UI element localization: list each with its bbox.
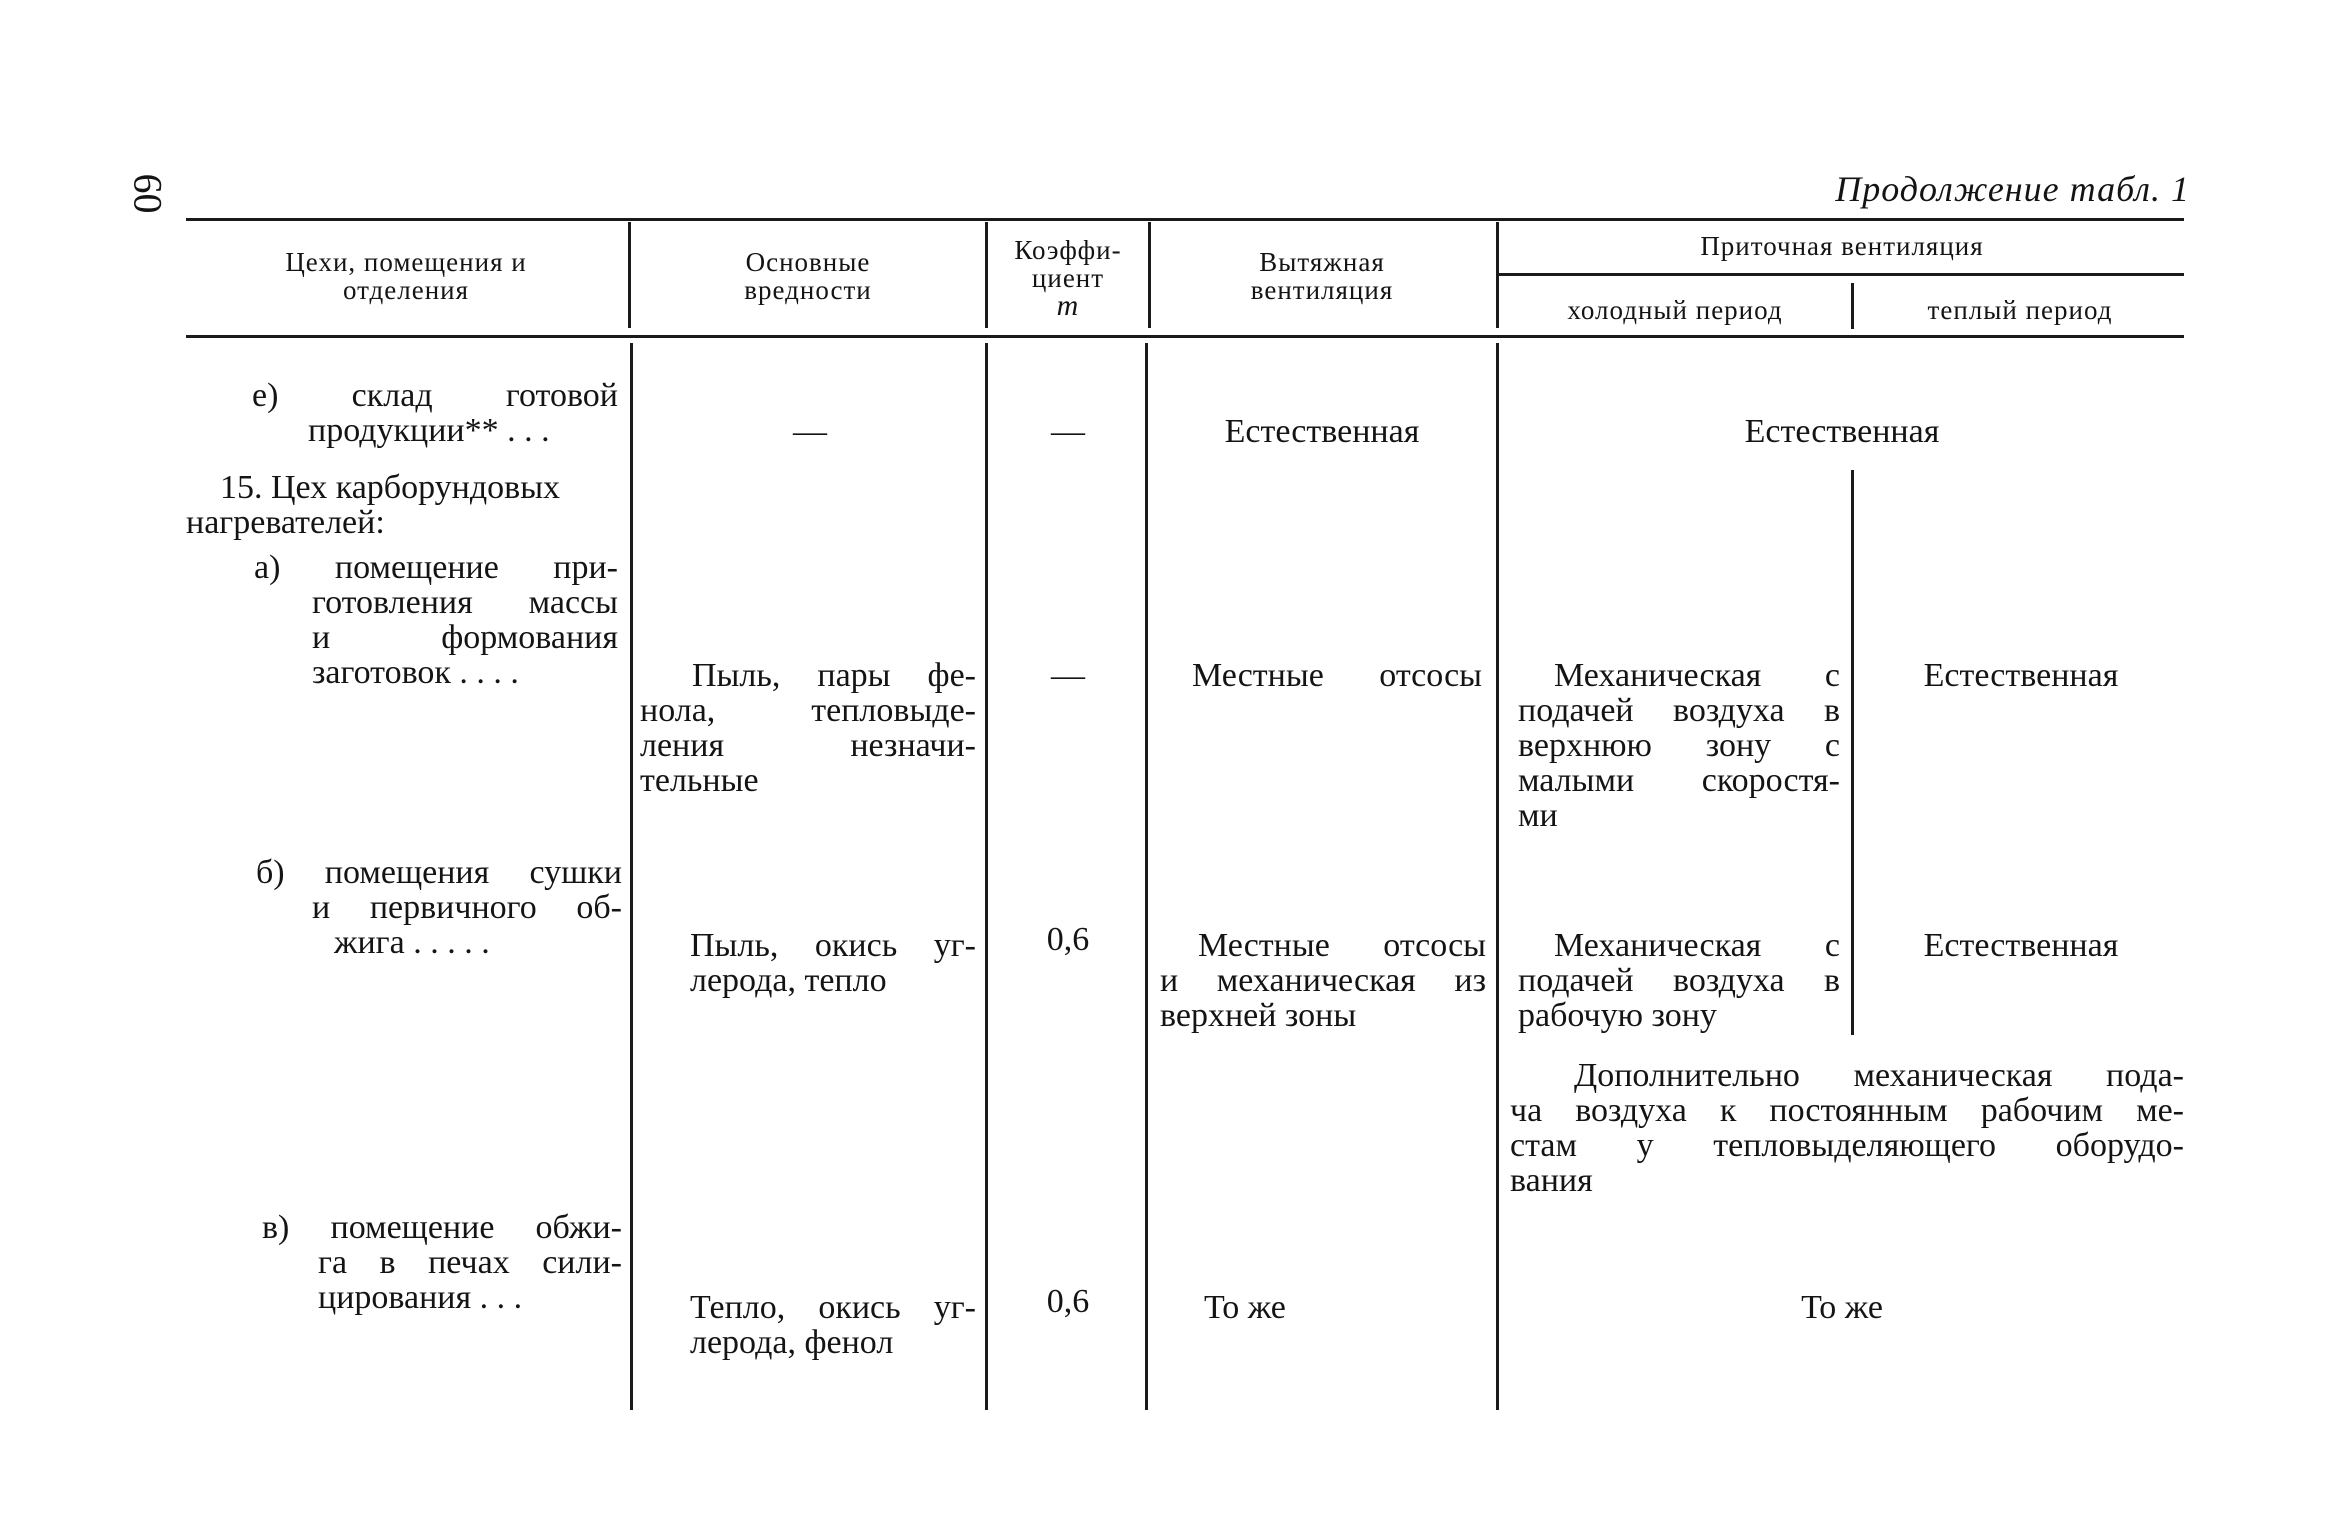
row-b-warm: Естественная bbox=[1923, 927, 2119, 964]
section-15-title: 15. Цех карборундовых нагревателей: bbox=[186, 469, 561, 541]
header-bottom-rule bbox=[186, 335, 2184, 338]
row-e-supply: Естественная bbox=[1744, 413, 1940, 450]
hdr-vrule-4 bbox=[1496, 222, 1499, 328]
row-e-harm: — bbox=[793, 413, 827, 450]
header-exhaust: Вытяжная вентиляция bbox=[1250, 247, 1394, 305]
hdr-vrule-1 bbox=[628, 222, 631, 328]
row-a-coef: — bbox=[1051, 657, 1085, 694]
row-v-exhaust: То же bbox=[1204, 1289, 1286, 1326]
row-e-coef: — bbox=[1051, 413, 1085, 450]
row-a-exhaust: Местные отсосы bbox=[1192, 657, 1482, 694]
hdr-vrule-3 bbox=[1148, 222, 1151, 328]
row-b-name: б) помещения сушки и первичного об- жига . . . . . bbox=[256, 854, 622, 961]
row-b-cold: Механическая с подачей воздуха в рабочую зону bbox=[1518, 927, 1840, 1034]
row-b-harm: Пыль, окись уг- лерода, тепло bbox=[690, 927, 976, 999]
header-cold-period: холодный период bbox=[1567, 295, 1783, 325]
row-e-name: е) склад готовой продукции** . . . bbox=[252, 377, 618, 449]
row-e-exhaust: Естественная bbox=[1224, 413, 1420, 450]
hdr-vrule-5 bbox=[1851, 283, 1854, 329]
table-top-rule bbox=[186, 218, 2184, 221]
body-vrule-5 bbox=[1851, 470, 1854, 1035]
hdr-vrule-2 bbox=[985, 222, 988, 328]
row-a-warm: Естественная bbox=[1923, 657, 2119, 694]
row-b-coef: 0,6 bbox=[1046, 921, 1090, 958]
header-supply: Приточная вентиляция bbox=[1700, 231, 1984, 261]
row-v-coef: 0,6 bbox=[1046, 1283, 1090, 1320]
row-v-supply: То же bbox=[1801, 1289, 1883, 1326]
body-vrule-1 bbox=[630, 343, 633, 1410]
body-vrule-2 bbox=[985, 343, 988, 1410]
page-number: 60 bbox=[125, 173, 171, 214]
row-a-name: а) помещение при- готовления массы и формования заготовок . . . . bbox=[254, 549, 618, 691]
header-shops: Цехи, помещения и отделения bbox=[285, 247, 527, 305]
header-coefficient: Коэффи- циент m bbox=[1014, 235, 1122, 322]
row-b-exhaust: Местные отсосы и механическая из верхней зоны bbox=[1160, 927, 1486, 1034]
body-vrule-3 bbox=[1145, 343, 1148, 1410]
row-v-harm: Тепло, окись уг- лерода, фенол bbox=[690, 1289, 976, 1361]
row-a-harm: Пыль, пары фе- нола, тепловыде- ления незначи- тельные bbox=[640, 657, 976, 799]
row-b-extra-note: Дополнительно механическая пода- ча воздуха к постоянным рабочим ме- стам у тепловыделяющего оборудо- вания bbox=[1510, 1057, 2184, 1199]
header-warm-period: теплый период bbox=[1927, 295, 2113, 325]
header-harms: Основные вредности bbox=[744, 247, 872, 305]
body-vrule-4 bbox=[1496, 343, 1499, 1410]
supply-header-rule bbox=[1496, 273, 2184, 276]
row-v-name: в) помещение обжи- га в печах сили- цирования . . . bbox=[262, 1209, 622, 1316]
row-a-cold: Механическая с подачей воздуха в верхнюю зону с малыми скоростя- ми bbox=[1518, 657, 1840, 834]
table-caption: Продолжение табл. 1 bbox=[1835, 169, 2190, 209]
